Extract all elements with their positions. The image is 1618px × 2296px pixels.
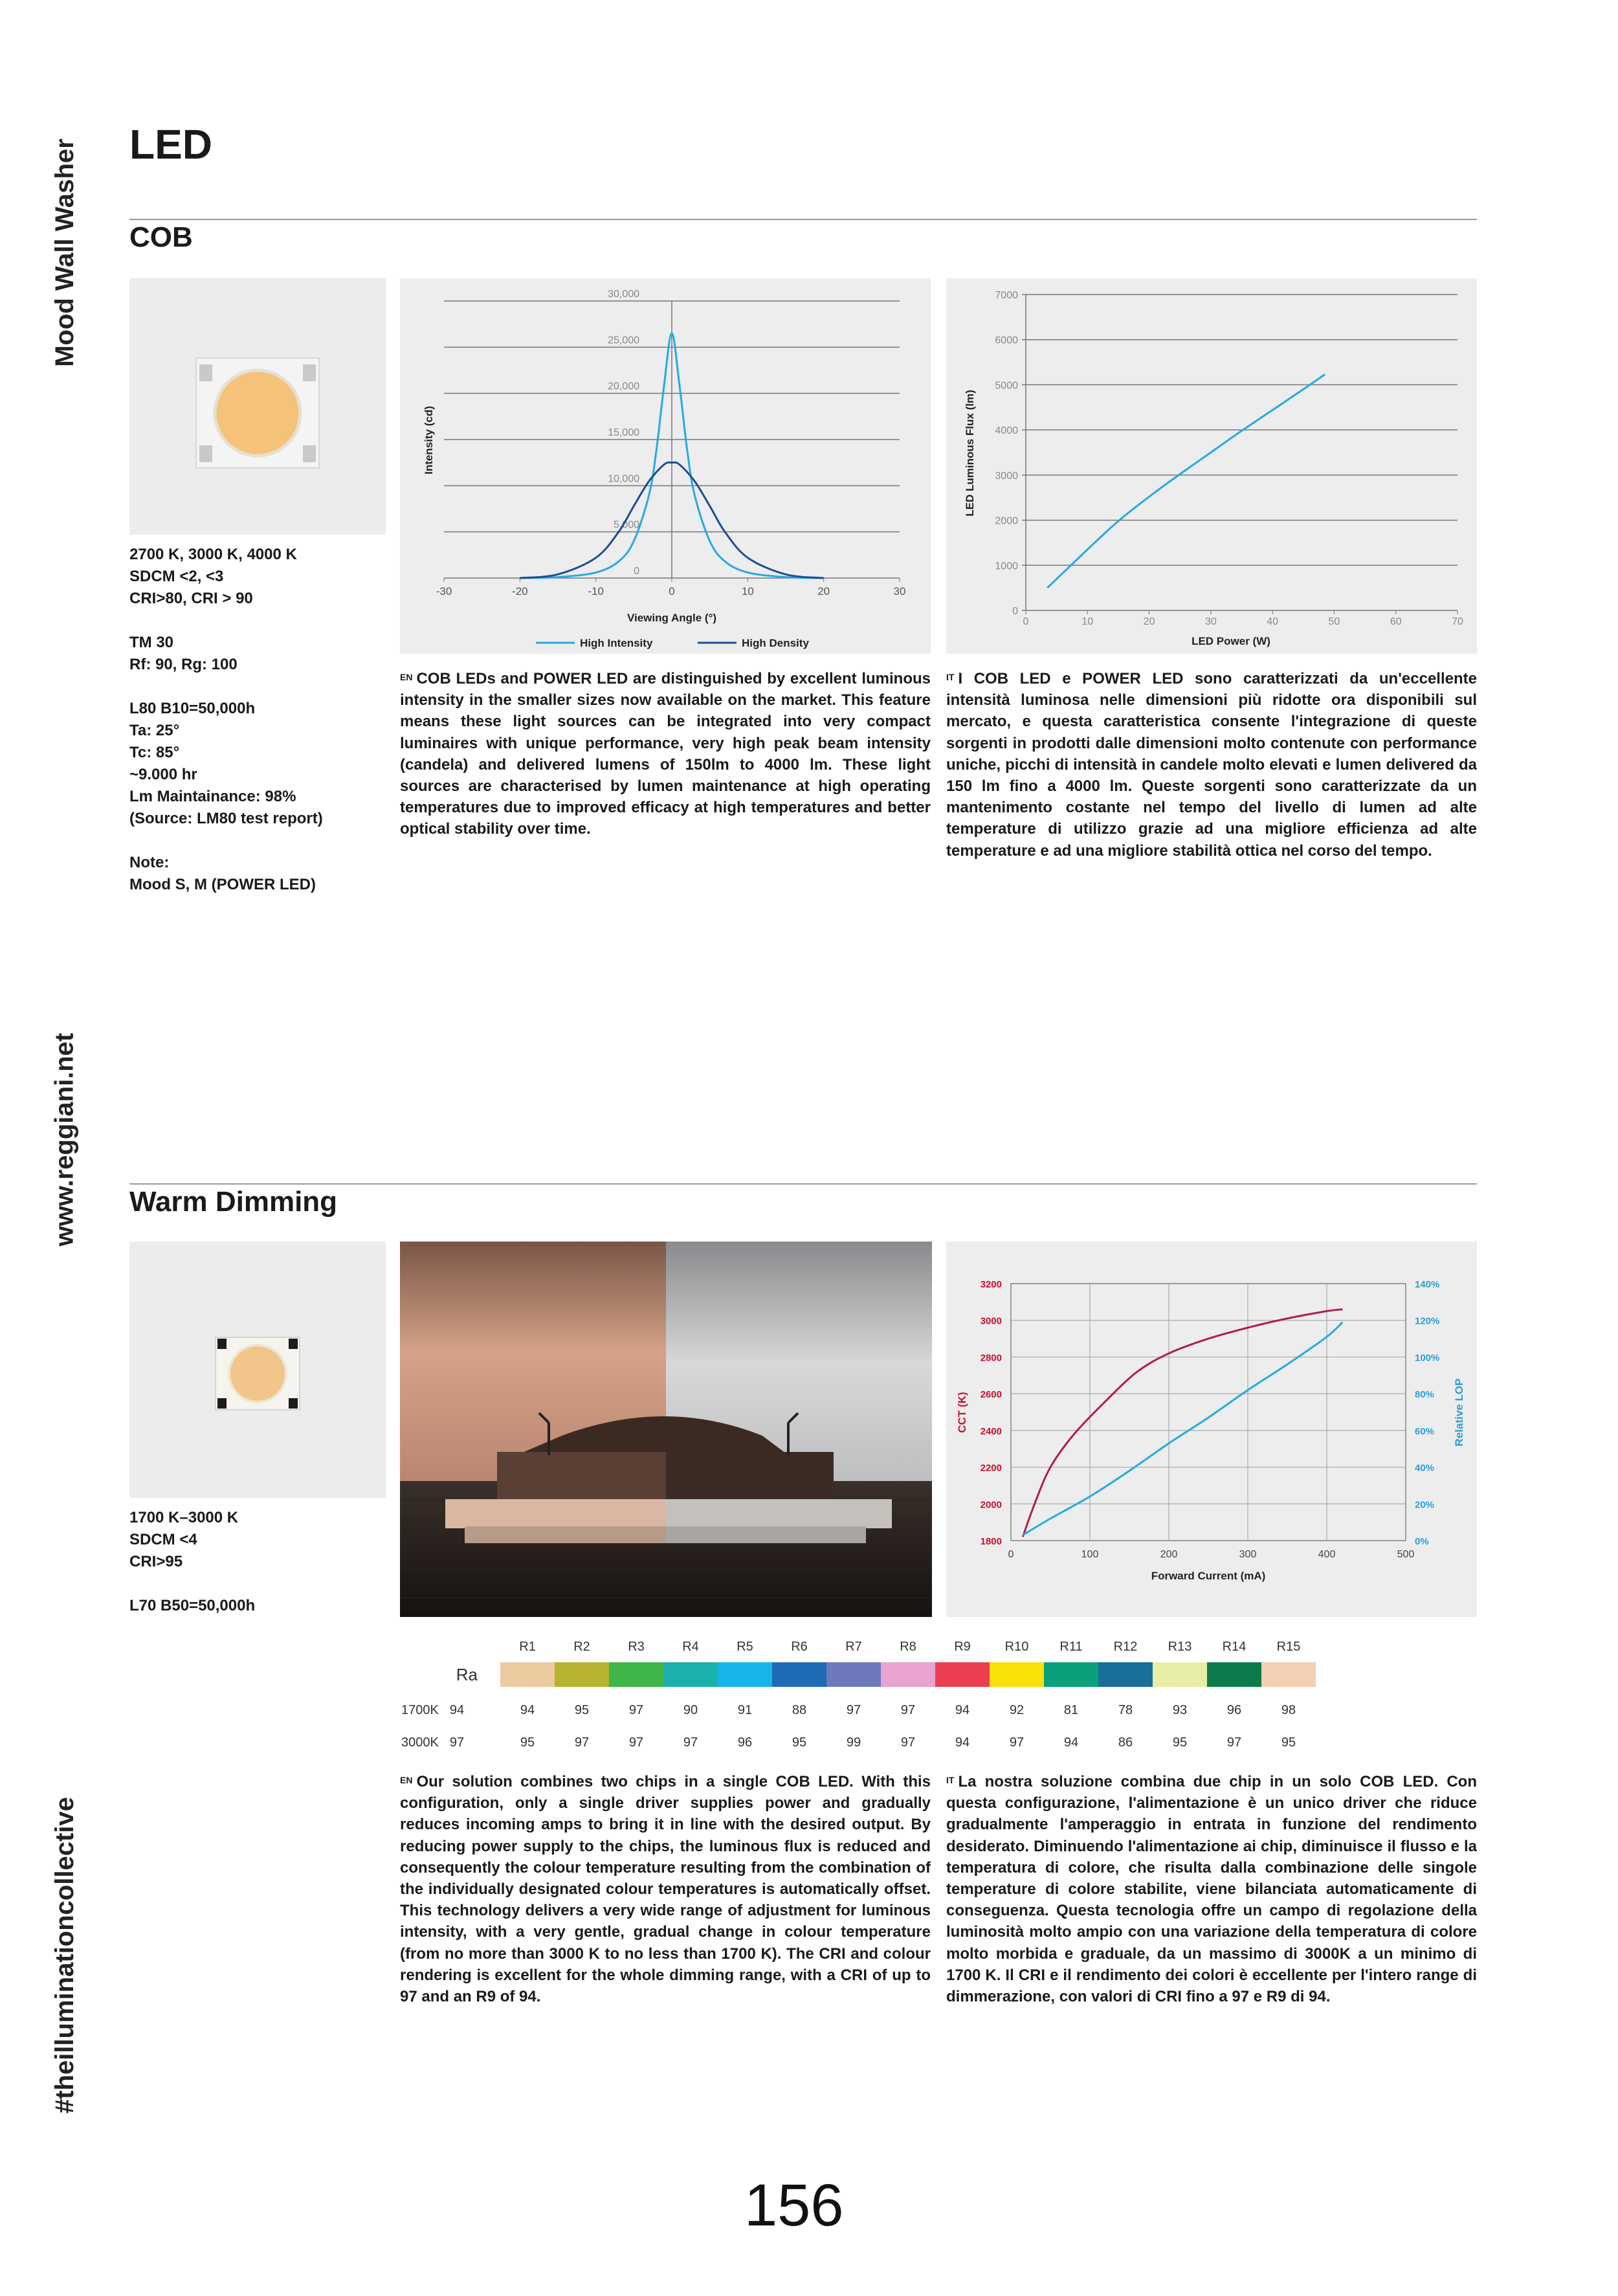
cri-value: 97 (1009, 1735, 1025, 1748)
cri-swatch-r8 (881, 1662, 935, 1687)
sidebar-brand-label (23, 117, 107, 388)
x-tick-label: 50 (1328, 616, 1340, 627)
y-tick-label: 20,000 (608, 381, 639, 392)
cri-value: 95 (520, 1735, 535, 1748)
cri-header-r9: R9 (954, 1640, 971, 1654)
x-tick-label: 0 (669, 585, 675, 597)
cob-heading: COB (129, 221, 193, 253)
series-line-cct (1023, 1310, 1342, 1537)
y2-tick-label: 40% (1415, 1462, 1435, 1474)
y-tick-label: 2600 (980, 1389, 1002, 1401)
cri-swatch-r14 (1207, 1662, 1261, 1687)
cri-value: 95 (792, 1735, 807, 1748)
y-axis-label: Intensity (cd) (423, 406, 435, 474)
y-axis-label: LED Luminous Flux (lm) (964, 390, 976, 517)
cri-swatch-r3 (609, 1662, 663, 1687)
cri-header-r10: R10 (1004, 1640, 1029, 1654)
intensity-chart (400, 278, 931, 654)
cob-text-en (400, 668, 931, 840)
warm-specs: 1700 K–3000 K SDCM <4 CRI>95 L70 B50=50,000h (129, 1509, 256, 1614)
y-tick-label: 2000 (995, 515, 1018, 527)
cri-header-r1: R1 (519, 1640, 536, 1654)
y-tick-label: 3000 (980, 1315, 1002, 1327)
cri-value: 95 (1172, 1735, 1188, 1748)
page-title: LED (129, 121, 212, 168)
cri-header-r11: R11 (1059, 1640, 1083, 1654)
y-tick-label: 2200 (980, 1462, 1002, 1474)
x-tick-label: 10 (1081, 616, 1094, 627)
cri-header-r7: R7 (845, 1640, 862, 1654)
cri-header-r6: R6 (791, 1640, 808, 1654)
cri-value: 94 (520, 1703, 535, 1717)
y-tick-label: 25,000 (608, 335, 639, 346)
y-tick-label: 2000 (980, 1499, 1002, 1511)
y-tick-label: 0 (1012, 606, 1018, 617)
x-tick-label: 20 (1143, 616, 1155, 627)
x-tick-label: -30 (436, 585, 452, 597)
y2-tick-label: 120% (1415, 1315, 1440, 1327)
ra-value: 94 (449, 1703, 465, 1717)
cob-text-it-body: I COB LED e POWER LED sono caratterizzati da un'eccellente intensità luminosa nelle dimensioni più ridotte ora disponibili sul mercato, e questa caratteristica consente l'integrazione di queste sorgenti in prodotti dalle dimensioni molto contenute con performance uniche, picchi di intensità in candele molto elevati e lumen delivered da 150 lm fino a 4000 lm. Queste sorgenti sono caratterizzate da un mantenimento costante nel tempo del livello di lumen ad alte temperature di utilizzo grazie ad una migliore efficienza ad alte temperature e ad una migliore stabilità ottica nel corso del tempo. (946, 670, 1477, 860)
cri-value: 96 (1226, 1703, 1242, 1717)
cri-header-r14: R14 (1222, 1640, 1247, 1654)
flux-chart-svg (946, 278, 1477, 654)
lang-tag-en: EN (400, 1775, 413, 1785)
lang-tag-en: EN (400, 672, 413, 682)
page-number: 156 (744, 2172, 844, 2238)
warm-text-en-body: Our solution combines two chips in a single COB LED. With this configuration, only a single driver supplies power and gradually reduces incoming amps to bring it in line with the desired output. By reducing power supply to the chips, the luminous flux is reduced and consequently the colour temperature resulting from the combination of the individually designated colour temperatures is automatically offset. This technology delivers a very wide range of adjustment for luminous intensity, with a very gentle, gradual change in colour temperature (from no more than 3000 K to no less than 1700 K). The CRI and colour rendering is excellent for the whole dimming range, with a CRI of up to 97 and an R9 of 94. (400, 1773, 931, 2006)
cri-swatch-r13 (1153, 1662, 1207, 1687)
cri-value: 86 (1118, 1735, 1133, 1748)
cri-value: 97 (574, 1735, 590, 1748)
cri-value: 95 (1281, 1735, 1296, 1748)
cri-swatch-r5 (718, 1662, 772, 1687)
cri-swatch-r12 (1098, 1662, 1153, 1687)
y2-tick-label: 20% (1415, 1499, 1435, 1511)
x-tick-label: 500 (1397, 1549, 1415, 1560)
cri-value: 94 (1063, 1735, 1079, 1748)
flux-chart (946, 278, 1477, 654)
y-tick-label: 30,000 (608, 289, 639, 300)
cob-text-it (946, 668, 1477, 862)
cri-table-svg (400, 1631, 1319, 1748)
cri-value: 97 (1226, 1735, 1242, 1748)
cri-swatch-r7 (826, 1662, 881, 1687)
section-divider (129, 219, 1477, 220)
y-tick-label: 0 (634, 566, 639, 577)
warm-text-it-body: La nostra soluzione combina due chip in un solo COB LED. Con questa configurazione, l'alimentazione è un unico driver che riduce gradualmente l'amperaggio in entrata in funzione del rendimento desiderato. Diminuendo l'alimentazione ai chip, diminuisce il flusso e la temperatura di colore, che risulta dalla combinazione delle singole temperature di colore stabilite, viene bilanciata automaticamente di conseguenza. Questa tecnologia offre un campo di regolazione della luminosità molto ampio con una variazione della temperatura di colore molto morbida e graduale, da un massimo di 3000K a un minimo di 1700 K. Il CRI e il rendimento dei colori è eccellente per l'intero range di dimmerazione, con valori di CRI fino a 97 e R9 di 94. (946, 1773, 1477, 2006)
x-tick-label: 300 (1239, 1549, 1257, 1560)
lang-tag-it: IT (946, 672, 955, 682)
y-tick-label: 1800 (980, 1536, 1002, 1547)
row-label: 1700K (401, 1703, 439, 1717)
cri-swatch-r11 (1044, 1662, 1098, 1687)
cri-header-r13: R13 (1168, 1640, 1192, 1654)
y-tick-label: 10,000 (608, 473, 639, 485)
cct-chart (946, 1242, 1477, 1617)
x-tick-label: 70 (1452, 616, 1463, 627)
y-tick-label: 1000 (995, 561, 1018, 572)
x-tick-label: 20 (817, 585, 830, 597)
y-tick-label: 2800 (980, 1352, 1002, 1364)
series-line-flux (1047, 374, 1325, 588)
cri-value: 78 (1118, 1703, 1133, 1717)
y-tick-label: 5000 (995, 380, 1018, 392)
warm-text-it (946, 1771, 1477, 2007)
cri-swatch-r2 (555, 1662, 609, 1687)
cri-header-r8: R8 (900, 1640, 916, 1654)
warm-text-en (400, 1771, 931, 2007)
y-tick-label: 6000 (995, 335, 1018, 346)
cri-value: 97 (900, 1703, 916, 1717)
y-tick-label: 5,000 (613, 519, 639, 531)
cri-value: 98 (1281, 1703, 1296, 1717)
cob-led-image (129, 278, 386, 535)
sidebar-product-text: Mood Wall Washer (50, 138, 79, 367)
cri-swatch-r9 (935, 1662, 990, 1687)
ra-label: Ra (456, 1665, 478, 1684)
x-tick-label: -20 (512, 585, 528, 597)
y-tick-label: 4000 (995, 425, 1018, 437)
bedroom-photo (400, 1242, 932, 1617)
cri-value: 97 (900, 1735, 916, 1748)
cri-table (400, 1631, 1319, 1748)
x-axis-label: Forward Current (mA) (1151, 1570, 1266, 1582)
sidebar-hashtag-label (23, 1761, 107, 2149)
cri-value: 97 (628, 1735, 644, 1748)
y2-axis-label: Relative LOP (1453, 1378, 1465, 1447)
cri-value: 97 (683, 1735, 698, 1748)
cob-text-en-body: COB LEDs and POWER LED are distinguished by excellent luminous intensity in the smaller sizes now available on the market. This feature means these light sources can be integrated into very compact luminaires with unique performance, very high peak beam intensity (candela) and delivered lumens of 150lm to 4000 lm. These light sources are characterised by lumen maintenance at high operating temperatures due to improved efficacy at high temperatures and better optical stability over time. (400, 670, 931, 838)
cri-value: 88 (792, 1703, 807, 1717)
cri-value: 97 (846, 1703, 861, 1717)
y2-tick-label: 60% (1415, 1425, 1435, 1437)
plot-frame (1011, 1284, 1406, 1541)
cri-value: 95 (574, 1703, 590, 1717)
x-tick-label: 0 (1023, 616, 1029, 627)
cri-value: 97 (628, 1703, 644, 1717)
cri-value: 96 (737, 1735, 753, 1748)
y-tick-label: 2400 (980, 1425, 1002, 1437)
x-tick-label: 30 (1204, 616, 1217, 627)
x-tick-label: 30 (893, 585, 906, 597)
legend-label: High Intensity (580, 637, 653, 649)
cri-header-r2: R2 (573, 1640, 590, 1654)
website-link[interactable]: www.reggiani.net (50, 1032, 79, 1246)
x-tick-label: 100 (1081, 1549, 1099, 1560)
y-tick-label: 3200 (980, 1279, 1002, 1290)
x-tick-label: 0 (1008, 1549, 1014, 1560)
cct-chart-svg (946, 1242, 1477, 1617)
section-divider (129, 1183, 1477, 1185)
cri-value: 99 (846, 1735, 861, 1748)
y2-tick-label: 80% (1415, 1389, 1435, 1401)
y-axis-label: CCT (K) (956, 1392, 968, 1433)
cri-value: 94 (955, 1703, 970, 1717)
y2-tick-label: 140% (1415, 1279, 1440, 1290)
row-label: 3000K (401, 1735, 439, 1748)
ra-value: 97 (449, 1735, 465, 1748)
cri-value: 93 (1172, 1703, 1188, 1717)
cri-value: 94 (955, 1735, 970, 1748)
warm-dimming-heading: Warm Dimming (129, 1186, 338, 1218)
x-tick-label: 200 (1160, 1549, 1178, 1560)
intensity-chart-svg (400, 278, 931, 654)
y-tick-label: 3000 (995, 470, 1018, 482)
cri-value: 91 (737, 1703, 753, 1717)
cri-swatch-r6 (772, 1662, 826, 1687)
x-tick-label: 10 (741, 585, 754, 597)
cob-specs: 2700 K, 3000 K, 4000 K SDCM <2, <3 CRI>80, CRI > 90 TM 30 Rf: 90, Rg: 100 L80 B10=50,000h Ta: 25° Tc: 85° ~9.000 hr Lm Maintainance: 98% (Source: LM80 test report) Note: Mood S, M (POWER LED) (129, 546, 323, 893)
y2-tick-label: 0% (1415, 1536, 1429, 1547)
cri-header-r5: R5 (737, 1640, 753, 1654)
hashtag-text: #theilluminationcollective (50, 1796, 79, 2113)
cri-header-r4: R4 (682, 1640, 699, 1654)
cri-value: 81 (1063, 1703, 1079, 1717)
x-tick-label: 400 (1318, 1549, 1336, 1560)
cri-swatch-r4 (663, 1662, 718, 1687)
y-tick-label: 7000 (995, 290, 1018, 301)
x-tick-label: 40 (1267, 616, 1279, 627)
y2-tick-label: 100% (1415, 1352, 1440, 1364)
series-line-relative-lop (1023, 1322, 1342, 1535)
cri-swatch-r15 (1261, 1662, 1316, 1687)
cri-swatch-r10 (990, 1662, 1044, 1687)
legend-label: High Density (742, 637, 809, 649)
x-tick-label: -10 (588, 585, 604, 597)
sidebar-website-label[interactable] (23, 997, 107, 1282)
cri-swatch-r1 (500, 1662, 555, 1687)
x-axis-label: Viewing Angle (°) (626, 612, 717, 624)
lang-tag-it: IT (946, 1775, 955, 1785)
y-tick-label: 15,000 (608, 427, 639, 438)
cri-header-r3: R3 (628, 1640, 645, 1654)
cri-header-r15: R15 (1276, 1640, 1301, 1654)
cri-header-r12: R12 (1113, 1640, 1138, 1654)
x-tick-label: 60 (1390, 616, 1402, 627)
warm-led-image (129, 1242, 386, 1498)
cri-value: 90 (683, 1703, 698, 1717)
x-axis-label: LED Power (W) (1191, 635, 1270, 647)
cri-value: 92 (1009, 1703, 1025, 1717)
